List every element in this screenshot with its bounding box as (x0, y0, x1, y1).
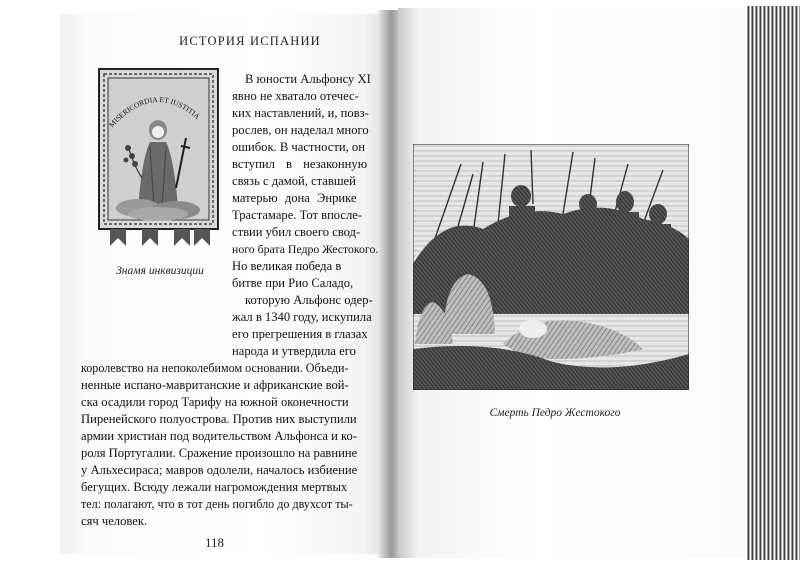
text-line: жал в 1340 году, искупила (232, 310, 372, 324)
banner-motto: MISERICORDIA ET IUSTITIA (106, 94, 202, 130)
text-line: ошибок. В частности, он (232, 140, 365, 154)
text-line: королевство на непоколебимом основании. Объеди- (81, 361, 349, 375)
text-line: армии христиан под водительством Альфонса и ко- (81, 429, 358, 443)
text-line: ска осадили город Тарифу на южной оконечности (81, 395, 349, 409)
text-line: В юности Альфонсу XI (245, 72, 371, 86)
banner-caption: Знамя инквизиции (116, 265, 204, 277)
text-line: Пиренейского полуострова. Против них выступили (81, 412, 357, 426)
text-line: связь с дамой, ставшей (232, 174, 356, 188)
text-line: Трастамаре. Тот впосле- (232, 208, 363, 222)
engraving-caption: Смерть Педро Жестокого (489, 407, 621, 419)
text-line: народа и утвердила его (232, 344, 356, 358)
text-line: сяч человек. (81, 514, 148, 528)
running-head: ИСТОРИЯ ИСПАНИИ (179, 34, 321, 48)
text-line: которую Альфонс одер- (245, 293, 373, 307)
page-number: 118 (205, 535, 225, 550)
text-line: ствии убил своего свод- (232, 225, 361, 239)
text-line: ненные испано-мавританские и африканские вой- (81, 378, 349, 392)
text-line: рослев, он наделал много (232, 123, 369, 137)
text-line: вступил в незаконную (232, 157, 368, 171)
inquisition-banner-illustration (98, 68, 219, 253)
text-line: у Альхесираса; мавров одолели, началось избиение (81, 463, 358, 477)
text-line: тел: полагают, что в тот день погибло до двухсот ты- (81, 497, 353, 511)
text-line: ких наставлений, и, повз- (232, 106, 369, 120)
text-line: Но великая победа в (232, 259, 342, 273)
text-line: явно не хватало отечес- (232, 89, 359, 103)
text-line: его прегрешения в глазах (232, 327, 368, 341)
page-edges (746, 6, 800, 560)
text-line: битве при Рио Саладо, (232, 276, 354, 290)
text-line: ного брата Педро Жестокого. (232, 242, 379, 256)
text-line: бегущих. Всюду лежали нагромождения мертвых (81, 480, 348, 494)
text-line: матерью дона Энрике (232, 191, 357, 205)
text-line: роля Португалии. Сражение произошло на равнине (81, 446, 358, 460)
engraving-illustration (413, 144, 689, 390)
